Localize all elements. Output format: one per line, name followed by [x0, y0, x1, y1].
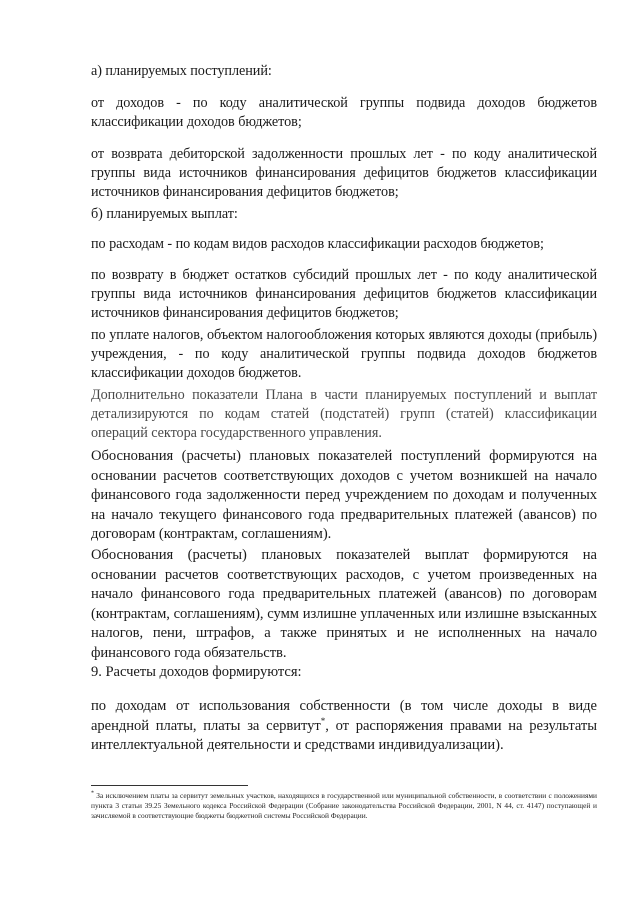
paragraph-expenses: по расходам - по кодам видов расходов классификации расходов бюджетов; [91, 236, 544, 252]
paragraph-property-income-part2: , от распоряжения правами на результаты интеллектуальной деятельности и средствами индивидуализации). [91, 717, 597, 753]
paragraph-property-income-part1: по доходам от использования собственности (в том числе доходы в виде арендной платы, платы за сервитут [91, 698, 597, 734]
paragraph-planned-receipts: а) планируемых поступлений: [91, 63, 272, 79]
paragraph-receivables: от возврата дебиторской задолженности прошлых лет - по коду аналитической группы вида источников финансирования дефицитов бюджетов классификации источников финансирования дефицитов бюджетов; [91, 146, 597, 200]
footnote-mark: * [91, 790, 94, 797]
paragraph-section-9: 9. Расчеты доходов формируются: [91, 664, 302, 680]
footnote-text: За исключением платы за сервитут земельных участков, находящихся в государственной или муниципальной собственности, в соответствии с положениями пункта 3 статьи 39.25 Земельного кодекса Российской Федерации (Собрание законодательства Российской Федерации, 2001, N 44, ст. 4147) поступающей и зачисляемой в соответствующие бюджеты бюджетной системы Российской Федерации. [91, 791, 597, 821]
paragraph-planned-payments: б) планируемых выплат: [91, 206, 238, 222]
paragraph-property-income [91, 697, 597, 756]
paragraph-income: от доходов - по коду аналитической группы подвида доходов бюджетов классификации доходов бюджетов; [91, 95, 597, 130]
footnote [91, 791, 597, 822]
paragraph-subsidies-return: по возврату в бюджет остатков субсидий прошлых лет - по коду аналитической группы вида источников финансирования дефицитов бюджетов классификации источников финансирования дефицитов бюджетов; [91, 267, 597, 321]
paragraph-receipts-justification: Обоснования (расчеты) плановых показателей поступлений формируются на основании расчетов соответствующих доходов с учетом возникшей на начало финансового года задолженности перед учреждением по доходам и полученных на начало текущего финансового года предварительных платежей (авансов) по договорам (контрактам, соглашениям). [91, 448, 597, 542]
footnote-reference[interactable]: * [320, 715, 326, 726]
paragraph-payments-justification: Обоснования (расчеты) плановых показателей выплат формируются на основании расчетов соответствующих расходов, с учетом произведенных на начало финансового года предварительных платежей (авансов) по договорам (контрактам, соглашениям), сумм излишне уплаченных или излишне взысканных налогов, пени, штрафов, а также принятых и не исполненных на начало финансового года обязательств. [91, 547, 597, 661]
footnote-divider [91, 785, 248, 786]
paragraph-taxes: по уплате налогов, объектом налогообложения которых являются доходы (прибыль) учреждения, - по коду аналитической группы подвида доходов бюджетов классификации доходов бюджетов. [91, 327, 597, 381]
paragraph-additional-details: Дополнительно показатели Плана в части планируемых поступлений и выплат детализируются по кодам статей (подстатей) групп (статей) классификации операций сектора государственного управления. [91, 387, 597, 441]
